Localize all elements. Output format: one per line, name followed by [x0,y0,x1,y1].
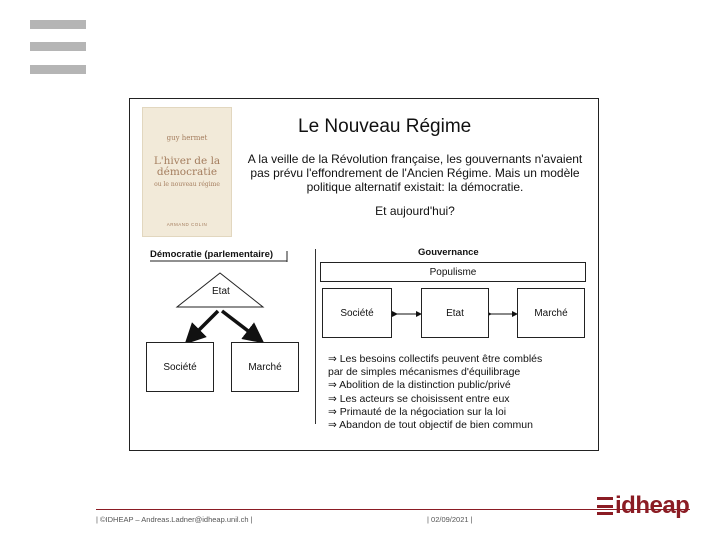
box-marche-right: Marché [517,288,585,338]
box-societe-left: Société [146,342,214,392]
triangle-label: Etat [212,286,230,297]
bullet-item: ⇒ Primauté de la négociation sur la loi [328,405,507,418]
book-title: L'hiver de la démocratie [153,155,221,178]
bullet-list [328,353,542,432]
footer-credit: | ©IDHEAP – Andreas.Ladner@idheap.unil.ch | [96,515,253,524]
box-societe-right: Société [322,288,392,338]
slide-image [129,98,599,451]
bullet-item: ⇒ Les acteurs se choisissent entre eux [328,392,510,405]
section-divider [315,249,316,424]
book-author: guy hermet [166,134,208,142]
slide-title: Le Nouveau Régime [298,116,472,137]
menu-bar-3 [30,65,86,74]
idheap-logo [597,492,689,520]
bullet-item: ⇒ Abolition de la distinction public/privé [328,379,511,392]
bullet-item: ⇒ Abandon de tout objectif de bien commun [328,419,533,432]
arrow-to-societe [192,311,218,337]
book-publisher: ARMAND COLIN [166,222,208,227]
logo-text: idheap [615,492,690,519]
box-marche-left: Marché [231,342,299,392]
arrow-to-marche [222,311,256,337]
menu-bar-1 [30,20,86,29]
slide-question: Et aujourd'hui? [375,204,455,218]
slide-intro: A la veille de la Révolution française, les gouvernants n'avaient pas prévu l'effondrement de l'Ancien Régime. Mais un modèle politique alternatif existait: la démocratie. [247,152,583,194]
logo-lines-icon [597,497,613,515]
box-etat-right: Etat [421,288,489,338]
menu-bar-2 [30,42,86,51]
bullet-item: par de simples mécanismes d'équilibrage [328,366,521,379]
book-subtitle: ou le nouveau régime [154,181,220,188]
box-populisme: Populisme [320,262,586,282]
footer-date: | 02/09/2021 | [427,515,473,524]
right-diagram-title: Gouvernance [418,247,479,258]
bullet-item: ⇒ Les besoins collectifs peuvent être comblés [328,353,543,365]
left-diagram-title: Démocratie (parlementaire) [150,249,274,260]
